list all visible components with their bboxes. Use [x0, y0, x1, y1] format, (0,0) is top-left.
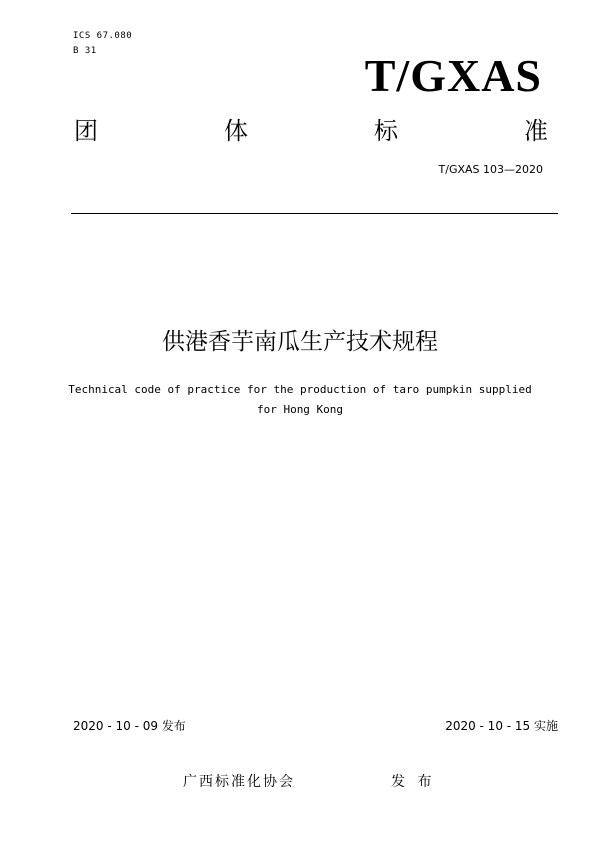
issuing-organization: 广西标准化协会 — [183, 774, 295, 790]
publish-date: 2020 - 10 - 09 发布 — [73, 719, 186, 733]
header-divider — [71, 213, 558, 214]
standard-type-char-2: 体 — [224, 117, 248, 145]
title-chinese: 供港香芋南瓜生产技术规程 — [162, 329, 438, 355]
standard-type-char-3: 标 — [374, 117, 398, 145]
ics-code: ICS 67.080 — [73, 31, 133, 41]
implementation-date: 2020 - 10 - 15 实施 — [445, 719, 558, 733]
title-english — [40, 380, 560, 420]
title-english-line-1: Technical code of practice for the production of taro pumpkin supplied — [68, 383, 532, 396]
standard-type-char-4: 准 — [524, 117, 548, 145]
standard-logo: T/GXAS — [364, 50, 542, 101]
title-english-line-2: for Hong Kong — [256, 403, 344, 416]
standard-type-char-1: 团 — [74, 117, 98, 145]
standard-number: T/GXAS 103—2020 — [438, 163, 543, 176]
standard-type-heading — [74, 116, 548, 146]
ccs-code: B 31 — [73, 46, 97, 56]
issued-label: 发 布 — [391, 774, 436, 790]
